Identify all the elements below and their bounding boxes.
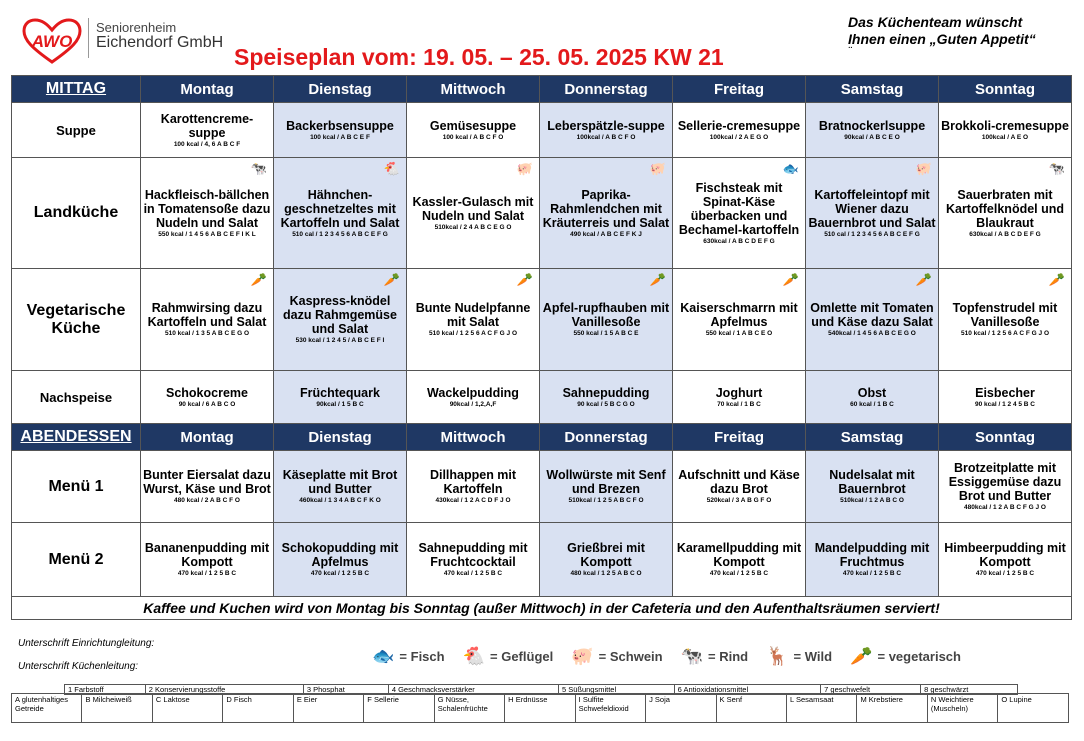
menu-cell [141,451,274,523]
allergen-code: E [296,695,302,704]
menu-cell [806,158,939,269]
dish-name: Sahnepudding mit Fruchtcocktail [418,541,528,569]
allergen-item [716,694,786,723]
allergen-item [293,694,363,723]
dish-name: Hähnchen-geschnetzeltes mit Kartoffeln und Salat [280,187,400,230]
allergen-item [152,694,222,723]
allergen-item [575,694,645,723]
menu-cell [806,451,939,523]
menu-cell [673,523,806,597]
allergen-name: Weichtiere (Muscheln) [930,695,974,713]
legend-item-fisch [372,646,445,667]
day-header-mittwoch: Mittwoch [407,424,540,451]
dish-name: Karamellpudding mit Kompott [676,541,802,569]
allergen-name: Nüsse, Schalenfrüchte [437,695,488,713]
dish-nutrition-info: 540kcal / 1 4 5 6 A B C E G O [828,330,916,337]
dish-name: Wackelpudding [427,385,519,400]
allergen-item [434,694,504,723]
footer-row [12,597,1072,620]
allergen-code: C [155,695,162,704]
dish-nutrition-info: 510 cal / 1 2 3 4 5 6 A B C E F G [824,230,920,238]
allergen-item [857,694,927,723]
dish-name: Topfenstrudel mit Vanillesoße [952,301,1058,329]
legend-item-veg [850,646,961,667]
day-header-sonntag: Sonntag [939,76,1072,103]
dish-nutrition-info: 470 kcal / 1 2 5 B C [310,570,370,577]
dish-name: Kassler-Gulasch mit Nudeln und Salat [412,194,534,223]
additive-item: 8 geschwärzt [921,685,1018,695]
veg-icon: 🥕 [850,645,873,666]
dish-nutrition-info: 510 cal / 1 2 3 4 5 6 A B C E F G [292,230,388,238]
legend-label: = Schwein [598,648,663,664]
dish-name: Nudelsalat mit Bauernbrot [829,468,915,496]
day-header-freitag: Freitag [673,424,806,451]
dish-name: Kartoffeleintopf mit Wiener dazu Bauernbrot und Salat [808,187,936,230]
allergen-item [505,694,575,723]
fisch-icon: 🐟 [782,161,799,176]
dish-name: Gemüsesuppe [429,118,517,133]
dish-nutrition-info: 100 kcal / 4, 6 A B C F [173,140,241,148]
allergen-item [223,694,293,723]
additive-item: 6 Antioxidationsmittel [674,685,821,695]
dish-nutrition-info: 100kcal / A B C F O [576,133,636,141]
menu-cell [274,103,407,158]
dish-name: Bunte Nudelpfanne mit Salat [415,301,531,329]
menu-row [12,103,1072,158]
veg-icon: 🥕 [649,272,666,287]
dish-nutrition-info: 90kcal / 1 5 B C [316,400,364,408]
dish-name: Himbeerpudding mit Kompott [944,541,1066,569]
mittag-header-row [12,76,1072,103]
row-label: Menü 2 [12,523,141,597]
dish-nutrition-info: 630kcal / A B C D E F G [969,230,1041,238]
dish-name: Backerbsensuppe [286,118,394,133]
dish-name: Sellerie-cremesuppe [677,118,801,133]
menu-cell [540,451,673,523]
legend-label: = Rind [708,648,749,664]
legend-item-rind [681,646,749,667]
day-header-donnerstag: Donnerstag [540,76,673,103]
allergen-code: I [578,695,581,704]
dish-nutrition-info: 90 kcal / 5 B C G O [577,400,635,408]
dish-name: Früchtequark [300,385,380,400]
day-header-sonntag: Sonntag [939,424,1072,451]
menu-cell [407,523,540,597]
awo-logo [22,18,82,64]
dish-nutrition-info: 460kcal / 1 3 4 A B C F K O [299,497,381,504]
allergen-name: Krebstiere [868,695,903,704]
allergen-item [786,694,856,723]
allergen-name: Eier [303,695,318,704]
menu-row [12,371,1072,424]
menu-cell [141,269,274,371]
allergen-name: Senf [726,695,743,704]
legend-label: = Geflügel [490,648,554,664]
menu-cell [540,103,673,158]
veg-icon: 🥕 [782,272,799,287]
legend-label: = Wild [793,648,833,664]
menu-cell [141,103,274,158]
menu-cell [939,523,1072,597]
abend-header-row [12,424,1072,451]
dish-nutrition-info: 470 kcal / 1 2 5 B C [709,570,769,577]
schwein-icon: 🐖 [571,645,594,666]
dish-name: Eisbecher [975,385,1035,400]
dish-nutrition-info: 530 kcal / 1 2 4 5 / A B C E F I [295,337,385,344]
allergen-code: D [226,695,232,704]
menu-row [12,523,1072,597]
logo-text: AWO [31,32,73,51]
menu-cell [673,451,806,523]
org-name-line2: Eichendorf GmbH [96,34,224,51]
allergen-code: G [437,695,444,704]
dish-nutrition-info: 480 kcal / 2 A B C F O [174,497,240,504]
menu-cell [673,269,806,371]
menu-table [11,75,1072,620]
schwein-icon: 🐖 [649,161,666,176]
menu-cell [540,269,673,371]
veg-icon: 🥕 [1048,272,1065,287]
row-label: Landküche [12,158,141,269]
dish-name: Mandelpudding mit Fruchtmus [814,541,930,569]
mittag-section-label: MITTAG [12,76,141,103]
row-label: Vegetarische Küche [12,269,141,371]
menu-cell [806,269,939,371]
allergen-name: Erdnüsse [515,695,548,704]
allergen-name: Fisch [233,695,252,704]
menu-cell [939,451,1072,523]
dish-name: Obst [857,385,887,400]
abend-section-label: ABENDESSEN [12,424,141,451]
wild-icon: 🦌 [766,645,789,666]
allergen-name: Sulfite Schwefeldioxid [578,695,629,713]
allergen-name: Milcheiweiß [92,695,132,704]
signature-kitchen-label: Unterschrift Küchenleitung: [18,661,139,672]
legend-label: = vegetarisch [877,648,961,664]
day-header-dienstag: Dienstag [274,424,407,451]
dish-name: Schokocreme [166,385,248,400]
schwein-icon: 🐖 [915,161,932,176]
dish-nutrition-info: 470 kcal / 1 2 5 B C [975,570,1035,577]
dish-nutrition-info: 510 kcal / 1 2 5 6 A C F G J O [428,330,518,337]
dish-name: Dillhappen mit Kartoffeln [429,468,517,496]
dish-nutrition-info: 100 kcal / A B C E F [310,133,370,141]
allergens-table [11,693,1069,723]
dish-nutrition-info: 470 kcal / 1 2 5 B C [177,570,237,577]
allergen-name: Lupine [1009,695,1032,704]
dish-nutrition-info: 470 kcal / 1 2 5 B C [842,570,902,577]
dish-name: Omlette mit Tomaten und Käse dazu Salat [810,301,934,329]
greeting-line3: ¨ [848,46,852,57]
fisch-icon: 🐟 [372,645,395,666]
veg-icon: 🥕 [383,272,400,287]
allergen-name: Sellerie [373,695,399,704]
day-header-montag: Montag [141,76,274,103]
page-title: Speiseplan vom: 19. 05. – 25. 05. 2025 KW 21 [234,44,724,70]
greeting-line1: Das Küchenteam wünscht [848,14,1023,30]
day-header-samstag: Samstag [806,424,939,451]
dish-name: Paprika-Rahmlendchen mit Kräuterreis und Salat [542,187,670,230]
additive-item: 3 Phosphat [303,685,388,695]
day-header-donnerstag: Donnerstag [540,424,673,451]
day-header-dienstag: Dienstag [274,76,407,103]
menu-cell [540,158,673,269]
menu-cell [806,523,939,597]
rind-icon: 🐄 [1048,161,1065,176]
allergen-item [364,694,434,723]
row-label: Nachspeise [12,371,141,424]
allergen-code: H [508,695,514,704]
dish-nutrition-info: 60 kcal / 1 B C [850,400,894,408]
dish-nutrition-info: 100 kcal / A B C F O [442,133,504,141]
dish-nutrition-info: 90 kcal / 1 2 4 5 B C [975,400,1035,408]
allergen-code: L [789,695,794,704]
dish-nutrition-info: 90kcal / A B C E O [844,133,900,141]
additive-item: 2 Konservierungsstoffe [145,685,303,695]
gefluegel-icon: 🐔 [462,645,486,666]
menu-cell [141,371,274,424]
menu-cell [673,371,806,424]
dish-name: Käseplatte mit Brot und Butter [282,468,398,496]
menu-cell [141,158,274,269]
menu-cell [407,158,540,269]
legend-item-schwein [571,646,662,667]
day-header-mittwoch: Mittwoch [407,76,540,103]
dish-name: Fischsteak mit Spinat-Käse überbacken und Bechamel-kartoffeln [678,180,800,237]
row-label: Suppe [12,103,141,158]
menu-cell [673,158,806,269]
dish-nutrition-info: 100kcal / 2 A E G O [709,133,769,141]
dish-nutrition-info: 430kcal / 1 2 A C D F J O [435,497,511,504]
day-header-freitag: Freitag [673,76,806,103]
allergen-code: O [1001,695,1008,704]
allergen-item [927,694,997,723]
additive-item: 4 Geschmacksverstärker [388,685,558,695]
dish-nutrition-info: 520kcal / 3 A B G F O [706,497,772,504]
menu-cell [274,158,407,269]
menu-row [12,269,1072,371]
dish-name: Bratnockerlsuppe [818,118,926,133]
cafe-note: Kaffee und Kuchen wird von Montag bis Sonntag (außer Mittwoch) in der Cafeteria und den Aufenthaltsräumen serviert! [12,597,1072,620]
additive-item: 5 Süßungsmittel [558,685,674,695]
allergen-name: Sesamsaat [795,695,834,704]
menu-cell [407,371,540,424]
dish-name: Sahnepudding [562,385,650,400]
gefluegel-icon: 🐔 [383,161,400,176]
menu-cell [673,103,806,158]
dish-name: Hackfleisch-bällchen in Tomatensoße dazu Nudeln und Salat [143,187,271,230]
menu-row [12,451,1072,523]
row-label: Menü 1 [12,451,141,523]
allergen-code: M [860,695,867,704]
kitchen-greeting [848,14,1036,56]
day-header-samstag: Samstag [806,76,939,103]
menu-cell [407,269,540,371]
dish-name: Joghurt [715,385,763,400]
org-name-line1: Seniorenheim [96,20,177,35]
dish-name: Aufschnitt und Käse dazu Brot [678,468,800,496]
veg-icon: 🥕 [250,272,267,287]
dish-nutrition-info: 630kcal / A B C D E F G [703,237,775,245]
additive-item: 7 geschwefelt [821,685,921,695]
dish-nutrition-info: 510kcal / 1 2 A B C O [840,497,904,504]
menu-cell [540,523,673,597]
dish-nutrition-info: 550 kcal / 1 5 A B C E [573,330,639,337]
dish-name: Leberspätzle-suppe [547,118,665,133]
allergen-item [82,694,152,723]
dish-name: Karottencreme-suppe [160,111,254,140]
dish-name: Schokopudding mit Apfelmus [281,541,399,569]
dish-name: Bananenpudding mit Kompott [144,541,270,569]
menu-cell [141,523,274,597]
menu-cell [407,451,540,523]
additive-item: 1 Farbstoff [65,685,146,695]
dish-nutrition-info: 550 kcal / 1 A B C E O [705,330,773,337]
legend-item-wild [766,646,832,667]
allergen-code: A [15,695,20,704]
allergen-item [646,694,716,723]
menu-row [12,158,1072,269]
menu-cell [407,103,540,158]
menu-cell [274,451,407,523]
logo-divider [88,18,89,58]
dish-nutrition-info: 490 kcal / A B C E F K J [570,230,642,238]
dish-name: Brotzeitplatte mit Essiggemüse dazu Brot und Butter [948,461,1062,503]
day-header-montag: Montag [141,424,274,451]
legend-item-gefluegel [463,646,554,667]
allergen-code: J [649,695,653,704]
allergen-code: N [930,695,937,704]
dish-nutrition-info: 70 kcal / 1 B C [717,400,761,408]
signature-facility-label: Unterschrift Einrichtungleitung: [18,638,155,649]
allergen-name: Soja [654,695,670,704]
menu-cell [939,371,1072,424]
menu-cell [540,371,673,424]
dish-name: Sauerbraten mit Kartoffelknödel und Blaukraut [945,187,1065,230]
dish-name: Kaiserschmarrn mit Apfelmus [680,301,798,329]
menu-cell [939,269,1072,371]
rind-icon: 🐄 [250,161,267,176]
dish-nutrition-info: 510 kcal / 1 3 5 A B C E G O [164,330,250,337]
dish-nutrition-info: 90 kcal / 6 A B C O [178,400,236,408]
meat-type-legend [372,644,1062,668]
legend-label: = Fisch [399,648,445,664]
dish-name: Bunter Eiersalat dazu Wurst, Käse und Brot [143,468,271,496]
menu-cell [274,371,407,424]
allergen-code: B [85,695,91,704]
allergen-item [998,694,1069,723]
dish-name: Rahmwirsing dazu Kartoffeln und Salat [147,301,267,329]
menu-cell [939,158,1072,269]
dish-name: Grießbrei mit Kompott [567,541,645,569]
dish-nutrition-info: 550 kcal / 1 4 5 6 A B C E F I K L [158,230,256,238]
dish-name: Wollwürste mit Senf und Brezen [546,468,666,496]
dish-nutrition-info: 480 kcal / 1 2 5 A B C O [570,570,642,577]
menu-cell [939,103,1072,158]
dish-name: Brokkoli-cremesuppe [941,118,1069,133]
menu-cell [806,371,939,424]
dish-nutrition-info: 100kcal / A E O [981,133,1029,141]
allergen-name: Laktose [163,695,190,704]
allergen-code: F [367,695,372,704]
dish-nutrition-info: 510kcal / 2 4 A B C E G O [434,223,512,231]
veg-icon: 🥕 [915,272,932,287]
menu-cell [274,523,407,597]
allergen-name: glutenhaltiges Getreide [15,695,68,713]
rind-icon: 🐄 [680,645,704,666]
dish-nutrition-info: 90kcal / 1,2,A,F [449,400,497,408]
dish-nutrition-info: 470 kcal / 1 2 5 B C [443,570,503,577]
dish-name: Apfel-rupfhauben mit Vanillesoße [542,301,670,329]
allergen-item [12,694,82,723]
schwein-icon: 🐖 [516,161,533,176]
dish-nutrition-info: 480kcal / 1 2 A B C F G J O [964,504,1046,511]
dish-nutrition-info: 510 kcal / 1 2 5 6 A C F G J O [960,330,1050,337]
greeting-line2: Ihnen einen „Guten Appetit“ [848,31,1036,47]
dish-name: Kaspress-knödel dazu Rahmgemüse und Salat [283,294,397,336]
menu-cell [274,269,407,371]
menu-cell [806,103,939,158]
veg-icon: 🥕 [516,272,533,287]
dish-nutrition-info: 510kcal / 1 2 5 A B C F O [568,497,644,504]
allergen-code: K [719,695,725,704]
